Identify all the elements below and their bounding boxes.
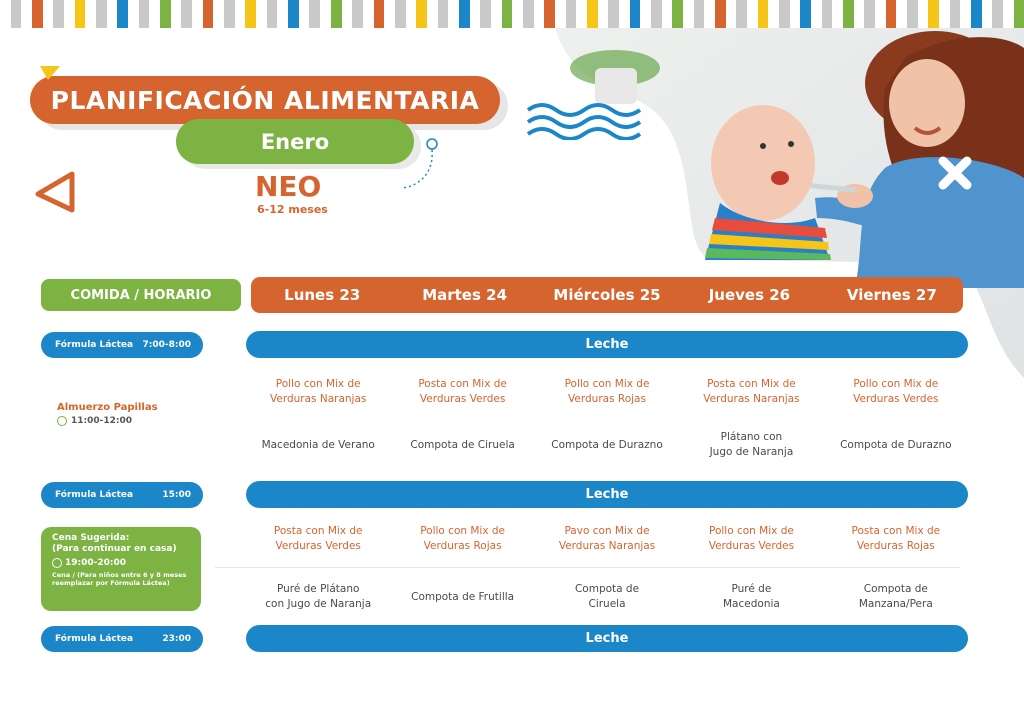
stripe-segment: [747, 0, 758, 28]
stripe-segment: [43, 0, 54, 28]
stripe-segment: [299, 0, 310, 28]
stripe-segment: [267, 0, 278, 28]
stripe-segment: [694, 0, 705, 28]
slot-formula-night: [41, 626, 203, 652]
day-header: Martes 24: [422, 286, 508, 304]
stripe-segment: [245, 0, 256, 28]
page-title: PLANIFICACIÓN ALIMENTARIA: [30, 76, 500, 124]
stripe-segment: [427, 0, 438, 28]
dessert-cell: [535, 428, 679, 462]
meal-cell: [246, 522, 390, 556]
meal-cell: [535, 375, 679, 409]
stripe-segment: [811, 0, 822, 28]
dessert-text: Compota de Durazno: [840, 438, 952, 451]
stripe-segment: [32, 0, 43, 28]
slot-time: 7:00-8:00: [142, 340, 191, 350]
stripe-segment: [534, 0, 545, 28]
brand-label: NEO: [255, 170, 322, 203]
stripe-segment: [363, 0, 374, 28]
hero-photo: [555, 28, 1024, 378]
stripe-segment: [758, 0, 769, 28]
milk-row: Leche: [246, 331, 968, 358]
stripe-segment: [736, 0, 747, 28]
meal-cell: [390, 522, 534, 556]
meal-cell: [824, 522, 968, 556]
stripe-segment: [790, 0, 801, 28]
dessert-text: Puré de Macedonia: [723, 583, 780, 610]
stripe-segment: [53, 0, 64, 28]
corner-label: COMIDA / HORARIO: [41, 279, 241, 311]
stripe-segment: [704, 0, 715, 28]
stripe-segment: [1003, 0, 1014, 28]
stripe-segment: [715, 0, 726, 28]
stripe-segment: [352, 0, 363, 28]
stripe-segment: [918, 0, 929, 28]
slot-time: 11:00-12:00: [71, 416, 133, 426]
stripe-segment: [480, 0, 491, 28]
stripe-segment: [342, 0, 353, 28]
triangle-deco-icon: [32, 168, 80, 216]
slot-cena: [41, 527, 201, 611]
stripe-segment: [160, 0, 171, 28]
dessert-text: Macedonia de Verano: [261, 438, 375, 451]
meal-cell: [679, 522, 823, 556]
stripe-segment: [438, 0, 449, 28]
dessert-text: Compota de Ciruela: [574, 583, 640, 610]
stripe-segment: [875, 0, 886, 28]
clock-icon: [52, 558, 62, 568]
wave-deco-icon: [525, 100, 643, 140]
cena-time: [52, 558, 193, 568]
stripe-segment: [374, 0, 385, 28]
stripe-segment: [331, 0, 342, 28]
dessert-text: Compota de Durazno: [551, 438, 663, 451]
meal-text: Pollo con Mix de Verduras Rojas: [564, 378, 650, 405]
day-header: Miércoles 25: [553, 286, 661, 304]
meal-cell: [824, 375, 968, 409]
stripe-segment: [128, 0, 139, 28]
stripe-segment: [277, 0, 288, 28]
cross-deco-icon: [935, 155, 975, 191]
slot-formula-afternoon: [41, 482, 203, 508]
stripe-segment: [576, 0, 587, 28]
day-header: Viernes 27: [846, 286, 937, 304]
stripe-segment: [662, 0, 673, 28]
stripe-segment: [406, 0, 417, 28]
stripe-segment: [213, 0, 224, 28]
stripe-segment: [502, 0, 513, 28]
stripe-segment: [768, 0, 779, 28]
stripe-segment: [288, 0, 299, 28]
cena-note: Cena / (Para niños entre 6 y 8 meses reemplazar por Fórmula Láctea): [52, 571, 187, 587]
slot-almuerzo-time: [57, 416, 132, 426]
stripe-segment: [235, 0, 246, 28]
stripe-segment: [107, 0, 118, 28]
stripe-segment: [907, 0, 918, 28]
row-divider: [215, 567, 960, 568]
stripe-segment: [864, 0, 875, 28]
meal-text: Posta con Mix de Verduras Naranjas: [703, 378, 800, 405]
stripe-segment: [854, 0, 865, 28]
stripe-segment: [640, 0, 651, 28]
meal-text: Posta con Mix de Verduras Verdes: [418, 378, 507, 405]
stripe-segment: [832, 0, 843, 28]
stripe-segment: [395, 0, 406, 28]
stripe-segment: [21, 0, 32, 28]
stripe-segment: [181, 0, 192, 28]
stripe-segment: [950, 0, 961, 28]
stripe-segment: [224, 0, 235, 28]
age-range-label: 6-12 meses: [257, 203, 328, 216]
stripe-segment: [544, 0, 555, 28]
stripe-segment: [0, 0, 11, 28]
slot-almuerzo-label: Almuerzo Papillas: [57, 402, 158, 413]
stripe-segment: [1014, 0, 1024, 28]
stripe-segment: [75, 0, 86, 28]
milk-row: Leche: [246, 481, 968, 508]
stripe-segment: [309, 0, 320, 28]
meal-text: Pollo con Mix de Verduras Naranjas: [270, 378, 367, 405]
dessert-text: Compota de Manzana/Pera: [858, 583, 933, 610]
month-label: Enero: [176, 119, 414, 164]
stripe-segment: [672, 0, 683, 28]
slot-label: Fórmula Láctea: [55, 634, 134, 644]
top-stripe-border: [0, 0, 1024, 28]
clock-icon: [57, 416, 67, 426]
stripe-segment: [203, 0, 214, 28]
stripe-segment: [630, 0, 641, 28]
stripe-segment: [523, 0, 534, 28]
meal-text: Posta con Mix de Verduras Rojas: [851, 525, 941, 552]
meal-cell: [246, 375, 390, 409]
stripe-segment: [566, 0, 577, 28]
stripe-segment: [886, 0, 897, 28]
stripe-segment: [470, 0, 481, 28]
slot-time: 23:00: [162, 634, 191, 644]
slot-formula-morning: [41, 332, 203, 358]
stripe-segment: [822, 0, 833, 28]
stripe-segment: [171, 0, 182, 28]
milk-row: Leche: [246, 625, 968, 652]
stripe-segment: [64, 0, 75, 28]
dessert-cell: [679, 580, 823, 614]
meal-text: Pollo con Mix de Verduras Verdes: [708, 525, 795, 552]
cena-main-row: [246, 522, 968, 556]
stripe-segment: [971, 0, 982, 28]
stripe-segment: [587, 0, 598, 28]
stripe-segment: [651, 0, 662, 28]
dessert-cell: [390, 580, 534, 614]
dessert-cell: [390, 428, 534, 462]
stripe-segment: [448, 0, 459, 28]
meal-text: Pavo con Mix de Verduras Naranjas: [558, 525, 656, 552]
stripe-segment: [992, 0, 1003, 28]
stripe-segment: [491, 0, 502, 28]
stripe-segment: [982, 0, 993, 28]
stripe-segment: [726, 0, 737, 28]
slot-label: Fórmula Láctea: [55, 490, 134, 500]
stripe-segment: [896, 0, 907, 28]
stripe-segment: [608, 0, 619, 28]
stripe-segment: [117, 0, 128, 28]
meal-text: Pollo con Mix de Verduras Verdes: [853, 378, 939, 405]
stripe-segment: [683, 0, 694, 28]
dotted-line-deco-icon: [398, 136, 443, 194]
dessert-text: Compota de Ciruela: [410, 438, 515, 451]
day-headers: [251, 277, 963, 313]
slot-time: 15:00: [162, 490, 191, 500]
dessert-cell: [246, 580, 390, 614]
meal-cell: [535, 522, 679, 556]
stripe-segment: [320, 0, 331, 28]
meal-cell: [390, 375, 534, 409]
almuerzo-main-row: [246, 375, 968, 409]
day-header: Jueves 26: [708, 286, 791, 304]
stripe-segment: [939, 0, 950, 28]
stripe-segment: [598, 0, 609, 28]
cena-title: Cena Sugerida: (Para continuar en casa): [52, 533, 177, 554]
slot-time: 19:00-20:00: [65, 558, 127, 568]
stripe-segment: [779, 0, 790, 28]
stripe-segment: [459, 0, 470, 28]
stripe-segment: [555, 0, 566, 28]
cena-dessert-row: [246, 580, 968, 614]
dessert-cell: [824, 580, 968, 614]
stripe-segment: [619, 0, 630, 28]
stripe-segment: [192, 0, 203, 28]
stripe-segment: [512, 0, 523, 28]
day-header: Lunes 23: [284, 286, 361, 304]
stripe-segment: [960, 0, 971, 28]
dessert-cell: [824, 428, 968, 462]
dessert-text: Compota de Frutilla: [411, 590, 515, 603]
stripe-segment: [416, 0, 427, 28]
meal-text: Posta con Mix de Verduras Verdes: [273, 525, 363, 552]
stripe-segment: [11, 0, 22, 28]
triangle-deco-icon: [38, 62, 64, 82]
dessert-cell: [535, 580, 679, 614]
stripe-segment: [85, 0, 96, 28]
meal-cell: [679, 375, 823, 409]
stripe-segment: [149, 0, 160, 28]
slot-label: Fórmula Láctea: [55, 340, 134, 350]
dessert-cell: [246, 428, 390, 462]
stripe-segment: [139, 0, 150, 28]
dessert-cell: [679, 428, 823, 462]
dessert-text: Plátano con Jugo de Naranja: [709, 431, 794, 458]
meal-text: Pollo con Mix de Verduras Rojas: [420, 525, 506, 552]
stripe-segment: [928, 0, 939, 28]
stripe-segment: [843, 0, 854, 28]
dessert-text: Puré de Plátano con Jugo de Naranja: [265, 583, 372, 610]
stripe-segment: [384, 0, 395, 28]
almuerzo-dessert-row: [246, 428, 968, 462]
stripe-segment: [800, 0, 811, 28]
stripe-segment: [96, 0, 107, 28]
stripe-segment: [256, 0, 267, 28]
